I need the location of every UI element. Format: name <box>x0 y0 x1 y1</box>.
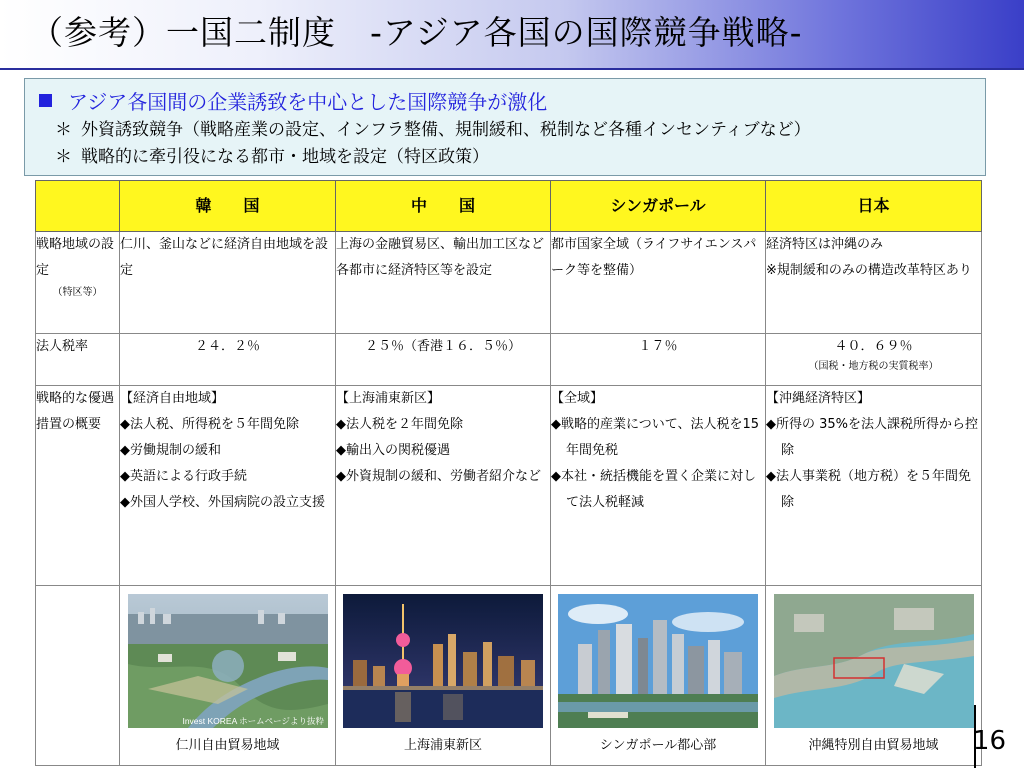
singapore-skyline-photo <box>558 594 758 728</box>
incheon-aerial-photo <box>128 594 328 728</box>
photo-cell <box>551 586 766 766</box>
incentive-title: 【上海浦東新区】 <box>336 391 441 406</box>
photo-caption: 沖縄特別自由貿易地域 <box>808 738 939 753</box>
incentive-title: 【経済自由地域】 <box>120 391 225 406</box>
table-row-photos <box>36 586 982 766</box>
table-row-incentives <box>36 386 982 586</box>
incentive-cell <box>551 386 766 586</box>
shanghai-night-photo <box>343 594 543 728</box>
asterisk-icon: ＊ <box>55 147 72 167</box>
summary-bullet-text: 戦略的に牽引役になる都市・地域を設定（特区政策） <box>81 147 489 167</box>
table-cell: 都市国家全域（ライフサイエンスパーク等を整備） <box>551 232 766 334</box>
incentive-cell <box>336 386 551 586</box>
square-bullet-icon <box>39 94 52 107</box>
asterisk-icon: ＊ <box>55 120 72 140</box>
summary-heading <box>39 89 547 115</box>
header-korea: 韓 国 <box>120 181 336 232</box>
incentive-item: ◆法人事業税（地方税）を５年間免除 <box>766 469 971 510</box>
table-cell: ２５％（香港１６．５％） <box>336 334 551 386</box>
table-cell: ２４．２％ <box>120 334 336 386</box>
table-cell: 経済特区は沖縄のみ ※規制緩和のみの構造改革特区あり <box>766 232 982 334</box>
row-label: 戦略的な優遇措置の概要 <box>36 386 120 586</box>
photo-cell <box>766 586 982 766</box>
incentive-item: ◆外国人学校、外国病院の設立支援 <box>120 495 325 510</box>
incentive-cell <box>766 386 982 586</box>
incentive-cell <box>120 386 336 586</box>
table-row-strategic-area <box>36 232 982 334</box>
summary-heading-text: アジア各国間の企業誘致を中心とした国際競争が激化 <box>68 90 548 114</box>
table-row-corporate-tax <box>36 334 982 386</box>
incentive-item: ◆所得の 35%を法人課税所得から控除 <box>766 417 979 458</box>
okinawa-aerial-photo <box>774 594 974 728</box>
incentive-title: 【全域】 <box>551 391 604 406</box>
header-singapore: シンガポール <box>551 181 766 232</box>
incentive-item: ◆法人税、所得税を５年間免除 <box>120 417 299 432</box>
incentive-item: ◆本社・統括機能を置く企業に対して法人税軽減 <box>551 469 756 510</box>
comparison-table <box>35 180 982 766</box>
incentive-item: ◆戦略的産業について、法人税を15年間免税 <box>551 417 760 458</box>
row-label-text: 戦略地域の設定 <box>36 237 115 278</box>
incentive-item: ◆英語による行政手続 <box>120 469 247 484</box>
photo-row-blank-cell <box>36 586 120 766</box>
incentive-title: 【沖縄経済特区】 <box>766 391 871 406</box>
tax-rate-note: （国税・地方税の実質税率） <box>808 361 939 372</box>
row-label: 法人税率 <box>36 334 120 386</box>
incentive-item: ◆労働規制の緩和 <box>120 443 221 458</box>
tax-rate-value: ４０．６９％ <box>834 339 913 354</box>
table-cell: １７％ <box>551 334 766 386</box>
photo-credit: Invest KOREA ホームページより抜粋 <box>181 716 324 726</box>
photo-cell <box>120 586 336 766</box>
summary-box <box>24 78 986 176</box>
incentive-item: ◆輸出入の関税優遇 <box>336 443 450 458</box>
row-label <box>36 232 120 334</box>
table-cell: 上海の金融貿易区、輸出加工区など各都市に経済特区等を設定 <box>336 232 551 334</box>
table-cell: 仁川、釜山などに経済自由地域を設定 <box>120 232 336 334</box>
incentive-item: ◆法人税を２年間免除 <box>336 417 463 432</box>
page-title: （参考）一国二制度 -アジア各国の国際競争戦略- <box>30 13 803 52</box>
header-china: 中 国 <box>336 181 551 232</box>
table-header-row <box>36 181 982 232</box>
photo-caption: シンガポール都心部 <box>599 738 717 753</box>
row-label-sub: （特区等） <box>52 287 103 298</box>
summary-bullet <box>55 146 489 168</box>
table-cell-japan-tax <box>766 334 982 386</box>
summary-bullet <box>55 119 811 141</box>
page-number: 16 <box>972 726 1006 756</box>
title-bar <box>0 0 1024 70</box>
photo-caption: 仁川自由貿易地域 <box>175 738 280 753</box>
photo-cell <box>336 586 551 766</box>
summary-bullet-text: 外資誘致競争（戦略産業の設定、インフラ整備、規制緩和、税制など各種インセンティブなど） <box>81 120 811 140</box>
header-japan: 日本 <box>766 181 982 232</box>
photo-caption: 上海浦東新区 <box>403 738 482 753</box>
incentive-item: ◆外資規制の緩和、労働者紹介など <box>336 469 541 484</box>
header-blank-cell <box>36 181 120 232</box>
